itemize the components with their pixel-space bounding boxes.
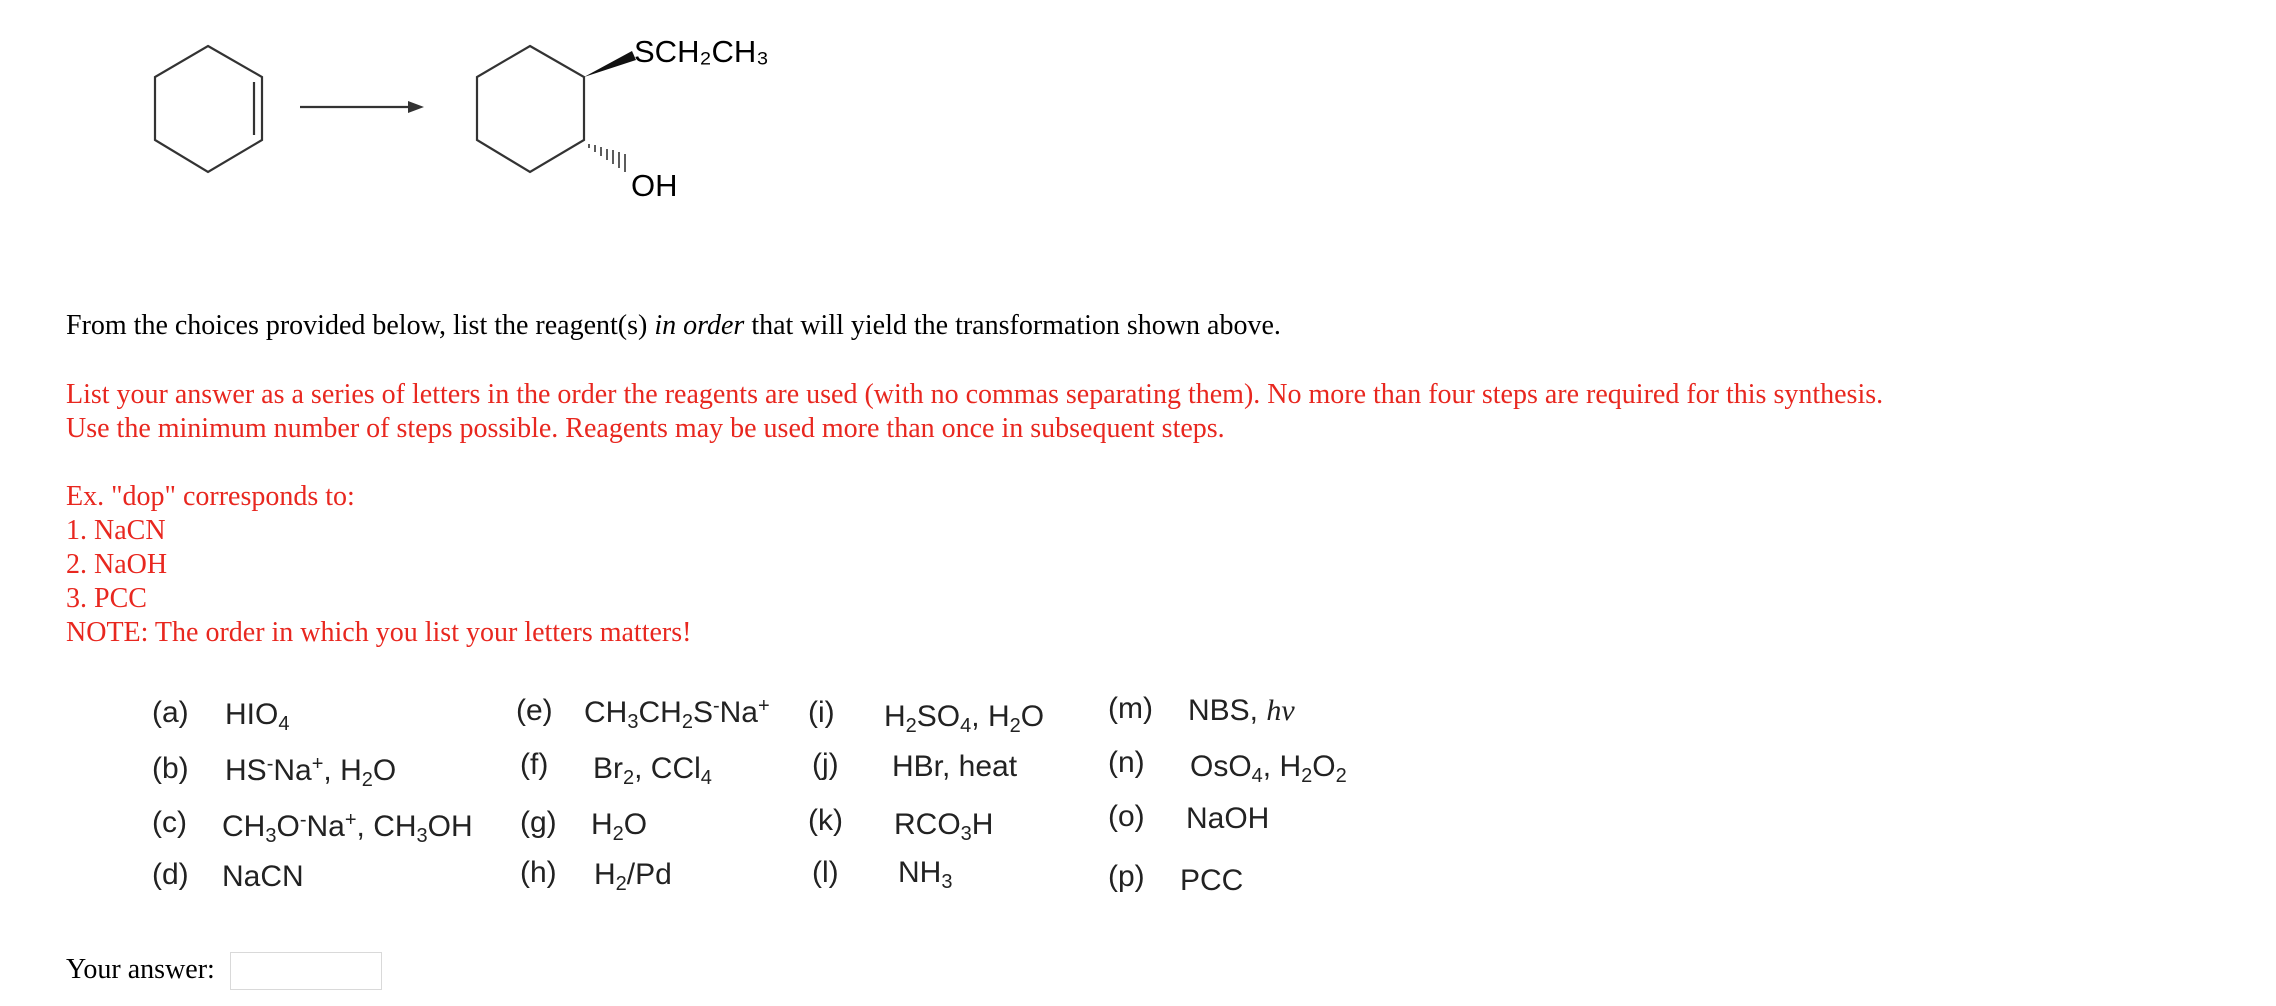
question-prompt — [66, 309, 1281, 343]
reagent-letter-o: (o) — [1108, 800, 1145, 833]
answer-input[interactable] — [230, 952, 382, 990]
reagent-letter-i: (i) — [808, 696, 835, 729]
reagent-k: $RCO_3H$ — [894, 808, 994, 845]
reagent-l: $NH_3$ — [898, 856, 953, 893]
substituent-hydroxyl-label: OH — [631, 168, 678, 203]
example-step-3: 3. PCC — [66, 583, 147, 614]
reaction-arrow — [300, 101, 424, 113]
reagent-letter-a: (a) — [152, 696, 189, 729]
reagent-n: OsO$_4$, $H_2O_2$ — [1190, 750, 1347, 787]
answer-label: Your answer: — [66, 954, 215, 985]
prompt-text-start: From the choices provided below, list the reagent(s) — [66, 310, 648, 341]
hash-bond — [589, 144, 625, 172]
reagent-p: PCC — [1180, 864, 1244, 897]
example-step-2: 2. NaOH — [66, 549, 168, 580]
instruction-line-2: Use the minimum number of steps possible. Reagents may be used more than once in subsequent steps. — [66, 413, 1225, 444]
reagent-letter-m: (m) — [1108, 692, 1153, 725]
reagent-letter-b: (b) — [152, 752, 189, 785]
reagent-letter-h: (h) — [520, 856, 557, 889]
reagent-c: $CH_3O^-Na^+$, $CH_3OH$ — [222, 809, 473, 847]
order-note: NOTE: The order in which you list your letters matters! — [66, 617, 692, 648]
reagent-letter-d: (d) — [152, 858, 189, 891]
product-structure — [477, 46, 636, 172]
reagent-i: $H_2SO_4$, $H_2O$ — [884, 700, 1045, 737]
wedge-bond — [584, 51, 636, 77]
reagent-o: NaOH — [1186, 802, 1270, 835]
reagent-h: $H_2/Pd$ — [594, 858, 672, 895]
reagent-letter-c: (c) — [152, 806, 187, 839]
reagent-letter-n: (n) — [1108, 746, 1145, 779]
reagent-f: $Br_2$, CCl$_4$ — [593, 752, 712, 789]
reagent-letter-g: (g) — [520, 806, 557, 839]
reaction-scheme — [0, 0, 800, 220]
reagent-e: $CH_3CH_2S^-Na^+$ — [584, 695, 770, 733]
reagent-j: HBr, heat — [892, 750, 1018, 783]
prompt-text-end: that will yield the transformation shown above. — [751, 310, 1281, 341]
example-step-1: 1. NaCN — [66, 515, 166, 546]
reagent-letter-k: (k) — [808, 804, 843, 837]
reagent-letter-f: (f) — [520, 748, 549, 781]
example-title: Ex. "dop" corresponds to: — [66, 481, 355, 512]
substituent-ethylthio-label: SCH₂CH₃ — [634, 34, 769, 69]
reagent-g: $H_2O$ — [591, 808, 648, 845]
reagent-letter-p: (p) — [1108, 860, 1145, 893]
reagent-letter-j: (j) — [812, 748, 839, 781]
reagent-letter-e: (e) — [516, 694, 553, 727]
cyclohexene-structure — [155, 46, 262, 172]
reagent-a: $HIO_4$ — [225, 698, 290, 735]
instruction-line-1: List your answer as a series of letters in the order the reagents are used (with no commas separating them). No more than four steps are required for this synthesis. — [66, 379, 1884, 410]
reagent-letter-l: (l) — [812, 856, 839, 889]
reagent-b: HS-Na+, $H_2O$ — [225, 753, 397, 791]
reagent-m: NBS, hν — [1188, 694, 1295, 727]
reagent-d: NaCN — [222, 860, 304, 893]
prompt-emphasis: in order — [654, 310, 745, 341]
